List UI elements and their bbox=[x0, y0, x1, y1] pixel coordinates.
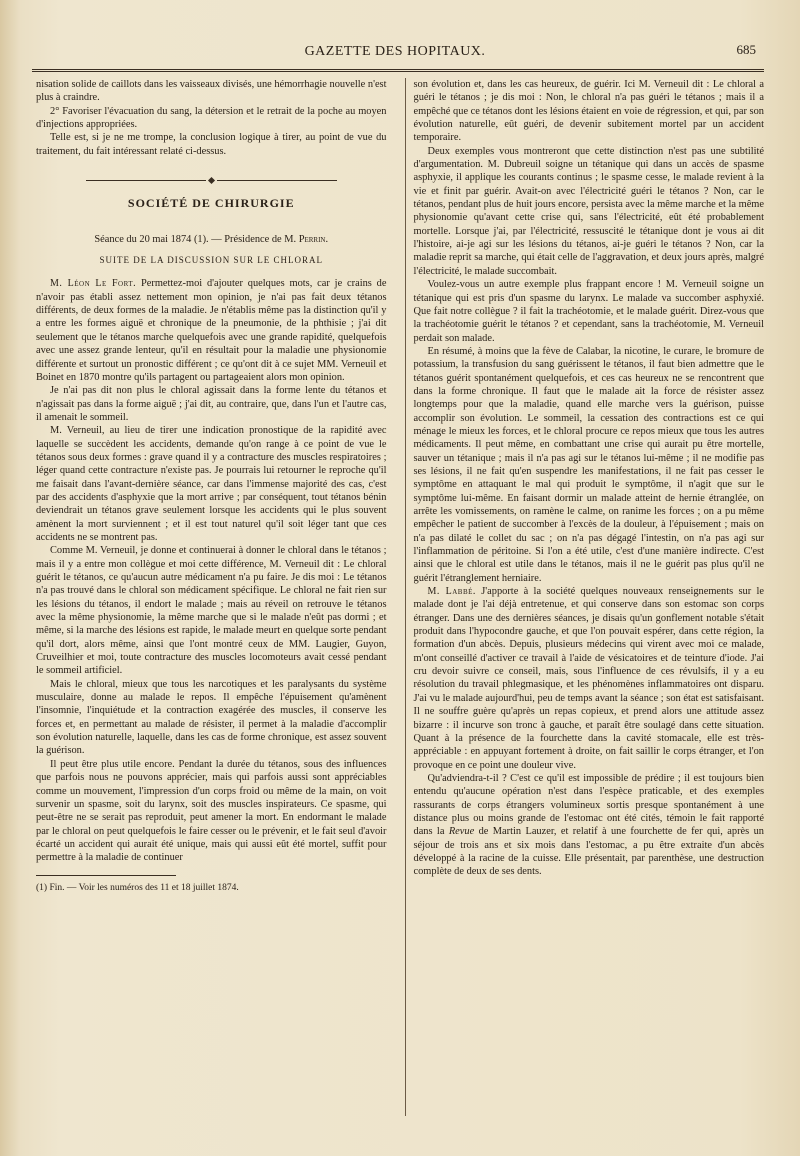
paragraph: 2° Favoriser l'évacuation du sang, la détersion et le retrait de la poche au moyen d'injections appropriées. bbox=[36, 105, 387, 131]
footnote-rule bbox=[36, 875, 176, 876]
session-line bbox=[36, 233, 387, 246]
section-title: SOCIÉTÉ DE CHIRURGIE bbox=[127, 196, 295, 211]
paragraph: Je n'ai pas dit non plus le chloral agissait dans la forme lente du tétanos et n'agissait pas dans la forme aiguë ; j'ai dit, au contraire, que, dans l'un et l'autre cas, il amenait le sommeil. bbox=[36, 385, 387, 423]
footnote: (1) Fin. — Voir les numéros des 11 et 18 juillet 1874. bbox=[36, 882, 239, 893]
left-column bbox=[36, 78, 395, 1116]
header-rule bbox=[32, 69, 764, 72]
paragraph: Comme M. Verneuil, je donne et continuerai à donner le chloral dans le tétanos ; mais il y a entre mon collègue et moi cette différence, M. Verneuil dit : Le chloral guérit le tétanos, ce qu'aucun autre médicament n'a pu faire. Je dis moi : Le tétanos n'a pas trouvé dans le chloral son médicament spécifique. Le chloral ne fait rien sur les lésions du tétanos, il endort le malade ; mais au réveil on retrouve le tétanos avec la même physionomie, la même marche que si le malade n'eût pas dormi ; et même, si la marche des lésions est rapide, le malade meurt en quelque sorte pendant qu'il dort, alors même, ainsi que l'ont montré ceux de MM. Laugier, Guyon, Cruveilhier et moi, toute contracture des muscles locomoteurs avait cessé pendant le sommeil artificiel. bbox=[36, 545, 387, 677]
president-name: Perrin. bbox=[298, 233, 329, 245]
page-header bbox=[30, 40, 760, 64]
paragraph-text: J'apporte à la société quelques nouveaux renseignements sur le malade dont je l'ai déjà entretenue, et qui conserve dans son estomac son corps étranger. Dans une des dernières séances, je disais qu'un gonflement notable s'était produit dans l'hypocondre gauche, et que l'on pouvait espérer, dans cette région, la formation d'un abcès. Depuis, plusieurs médecins qui virent avec moi ce malade, m'ont conseillé d'activer ce travail à l'aide de vésicatoires et de teinture d'iode. J'ai cru devoir suivre ce conseil, mais, sous l'influence de ces révulsifs, il y a eu résolution du travail phlegmasique, et les phénomènes inflammatoires ont disparu. J'ai vu le malade aujourd'hui, peu de temps avant la séance ; son état est satisfaisant. Il ne souffre guère qu'après un repas copieux, et prend alors une attitude assez bizarre : il incurve son tronc à gauche, et paraît être soulagé dans cette situation. Quant à la présence de la fourchette dans la cavité stomacale, elle est très-appréciable : en appuyant fortement à droite, on fait saillir le corps étranger, et l'on provoque en ce point une douleur vive. bbox=[413, 586, 764, 771]
running-title: GAZETTE DES HOPITAUX. bbox=[304, 44, 486, 59]
discussion-subhead: SUITE DE LA DISCUSSION SUR LE CHLORAL bbox=[99, 255, 323, 266]
paragraph: En résumé, à moins que la fève de Calabar, la nicotine, le curare, le bromure de potassium, la transfusion du sang guérissent le tétanos, il faut bien admettre que le tétanos guérit spontanément quelquefois, et ces cas heureux ne se rencontrent que dans la forme chronique. Il faut que le malade ait la force de résister assez longtemps pour que la maladie, quand elle marche vers la guérison, puisse accomplir son évolution. Le sommeil, la cessation des contractions est ce qui ménage le mieux les forces, et le chloral procure ce repos mieux que tous les autres médicaments. Il peut même, en combattant une crise qui aurait pu être mortelle, sauver un tétanique ; mais il n'a pas agi sur le tétanos lui-même ; il ne modifie pas ses lésions, il ne fait qu'en suspendre les manifestations, il ne fait pas cesser le symptôme en attaquant le mal qui produit le symptôme, il n'agit que sur le symptôme lui-même. En faisant dormir un malade atteint de hernie étranglée, on arrête les vomissements, on ramène le calme, on ranime les forces ; on a pu même empêcher le patient de succomber à l'excès de la douleur, à l'épuisement ; mais on n'a pas dilaté le collet du sac ; on n'a pas dégagé l'intestin, on n'a pas agi sur l'inflammation de péritoine. Si l'on a été utile, c'est d'une manière indirecte. C'est ainsi que le chloral est utile dans le tétanos, mais il ne le guérit pas plus qu'il ne guérit l'étranglement herniaire. bbox=[413, 345, 764, 584]
paragraph bbox=[414, 772, 765, 879]
paragraph bbox=[36, 277, 387, 384]
page-number: 685 bbox=[736, 42, 756, 57]
paragraph: son évolution et, dans les cas heureux, de guérir. Ici M. Verneuil dit : Le chloral a guéri le tétanos ; je dis moi : Non, le chloral n'a pas guéri le tétanos ; mais il a empêché que ce tétanos dont les lésions étaient en voie de régression, et qui, par son évolution naturelle, eût guéri, de devenir subitement mortel par un accident temporaire. bbox=[413, 79, 764, 144]
section-separator bbox=[36, 174, 387, 187]
paragraph: Deux exemples vous montreront que cette distinction n'est pas une subtilité d'argumentation. M. Dubreuil soigne un tétanique qui dans un accès de spasme asphyxie, il applique les courants continus ; le spasme cesse, le malade revient à la vie et finit par guérir. Avait-on avec l'électricité guéri le tétanos ? Non, car le tétanos, pendant plus de huit jours encore, persista avec la même marche et la même physionomie qu'avant cette crise qui, sans l'électricité, eût été probablement mortelle. Lorsque j'ai, par l'électricité, ressuscité le tétanique dont je vous ai dit l'histoire, ai-je agi sur les lésions du tétanos, ai-je guéri le tétanos ? Non, car la maladie reprit sa marche, qui était celle de l'aggravation, et deux jours après, malgré l'électricité, le malade succombait. bbox=[413, 145, 764, 277]
paragraph-text: de Martin Lauzer, et relatif à une fourchette de fer qui, après un séjour de trois ans et six mois dans l'estomac, a pu être extraite d'un abcès développé à la racine de la cuisse. Elle présentait, par parenthèse, une destruction complète de deux de ses dents. bbox=[413, 826, 764, 878]
paragraph-text: Permettez-moi d'ajouter quelques mots, car je crains de n'avoir pas établi assez nettement mon opinion, je n'ai pas fait deux tétanos différents, de deux formes de la maladie. Je n'établis même pas la distinction qu'il y a entre les formes aiguë et chronique de la pneumonie, de la phthisie ; j'ai dit seulement que le tétanos marche quelquefois avec une grande rapidité, quelquefois avec une assez grande lenteur, qu'il en résultait pour la maladie une physionomie différente et surtout un pronostic différent ; ce qu'ont dit à ce sujet MM. Verneuil et Boinet en 1870 montre qu'ils partagent ou partageaient alors mon opinion. bbox=[36, 278, 387, 383]
right-column bbox=[405, 78, 765, 1116]
paragraph: Il peut être plus utile encore. Pendant la durée du tétanos, sous des influences que parfois nous ne pouvons apprécier, mais qui parfois aussi sont appréciables comme un mouvement, l'impression d'un corps froid ou même de la main, on voit survenir un spasme, soit du larynx, soit des muscles inspirateurs. Ce spasme, qui peut-être ne se serait pas reproduit, peut amener la mort. En endormant le malade par le chloral on peut quelquefois le faire cesser ou le prévenir, et le fait seul d'avoir écarté un accident qui aurait été unique, mais qui aussi eût été mortel, suffit pour permettre à la maladie de continuer bbox=[36, 758, 387, 864]
paragraph bbox=[414, 585, 765, 772]
speaker-name: M. Labbé. bbox=[427, 586, 476, 598]
speaker-name: M. Léon Le Fort. bbox=[50, 278, 137, 290]
paragraph-text: Qu'adviendra-t-il ? C'est ce qu'il est impossible de prédire ; il est toujours bien entendu qu'aucune opération n'est dans l'espèce praticable, et des exemples rassurants de corps étrangers volumineux sortis presque spontanément à une distance plus ou moins grande de l'estomac ont été cités, témoin le fait rapporté dans la bbox=[413, 772, 764, 838]
session-date: Séance du 20 mai 1874 (1). — Présidence de M. bbox=[94, 233, 297, 245]
paragraph: nisation solide de caillots dans les vaisseaux divisés, une hémorrhagie nouvelle n'est plus à craindre. bbox=[36, 79, 387, 104]
text-columns bbox=[36, 78, 764, 1116]
journal-title: Revue bbox=[448, 826, 475, 838]
paragraph: Voulez-vous un autre exemple plus frappant encore ! M. Verneuil soigne un tétanique qui est pris d'un spasme du larynx. Le malade va succomber asphyxié. Que fait notre collègue ? il fait la trachéotomie, et le malade guérit. Direz-vous que la trachéotomie guérit le tétanos ? et cependant, sans la trachéotomie, M. Verneuil perdait son malade. bbox=[413, 279, 764, 344]
paragraph: M. Verneuil, au lieu de tirer une indication pronostique de la rapidité avec laquelle se succèdent les accidents, demande qu'on range à ce point de vue le tétanos sous deux formes : grave quand il y a contracture des muscles respiratoires ; léger quand cette contracture n'existe pas. Je pourrais lui retourner le reproche qu'il me faisait dans l'avant-dernière séance, car dans l'immense majorité des cas, c'est par des accidents d'asphyxie que la mort arrive ; par conséquent, tout tétanos bénin deviendrait un tétanos grave seulement lorsque les accidents qui le plus souvent amènent la mort surviennent ; et il est tout naturel qu'il soit léger tant que ces accidents ne se montrent pas. bbox=[36, 425, 387, 543]
paragraph: Telle est, si je ne me trompe, la conclusion logique à tirer, au point de vue du traitement, du fait intéressant relaté ci-dessus. bbox=[36, 132, 387, 157]
paragraph: Mais le chloral, mieux que tous les narcotiques et les paralysants du système musculaire, donne au malade le repos. Il empêche l'épuisement qu'amènent l'insomnie, l'inquiétude et la contraction exagérée des muscles, il conserve les forces et, en permettant au malade de résister, il permet à la maladie d'accomplir son évolution naturelle, laquelle, dans les cas de forme chronique, est assez souvent la guérison. bbox=[36, 678, 387, 757]
